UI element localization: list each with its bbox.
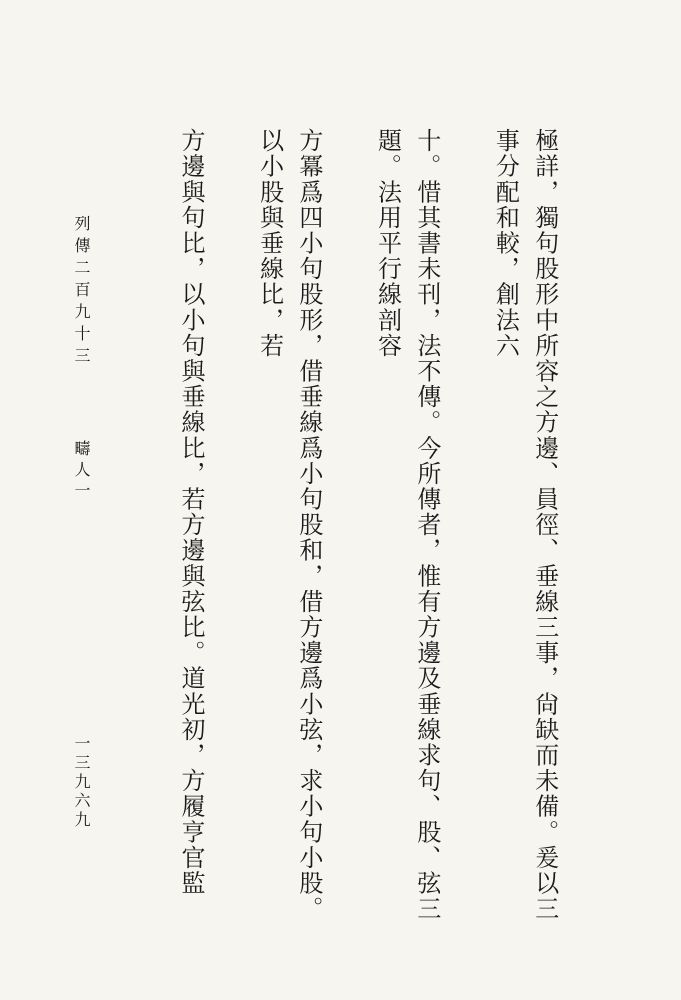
text-column: 方冪爲四小句股形，借垂線爲小句股和，借方邊爲小弦，求小句小股。以小股與垂線比，若 (255, 128, 323, 922)
page-number: 一三九六九 (72, 735, 91, 830)
text-column: 十。惜其書未刊，法不傳。今所傳者，惟有方邊及垂線求句、股、弦三題。法用平行線剖容 (373, 128, 441, 922)
text-column: 極詳，獨句股形中所容之方邊、員徑、垂線三事，尙缺而未備。爰以三事分配和較，創法六 (491, 128, 559, 922)
text-column: 方邊與句比，以小句與垂線比，若方邊與弦比。道光初，方履亨官監 (177, 128, 206, 896)
main-text (167, 128, 603, 928)
running-header-section: 疇人一 (72, 440, 91, 503)
running-header-volume: 列傳二百九十三 (72, 215, 91, 369)
